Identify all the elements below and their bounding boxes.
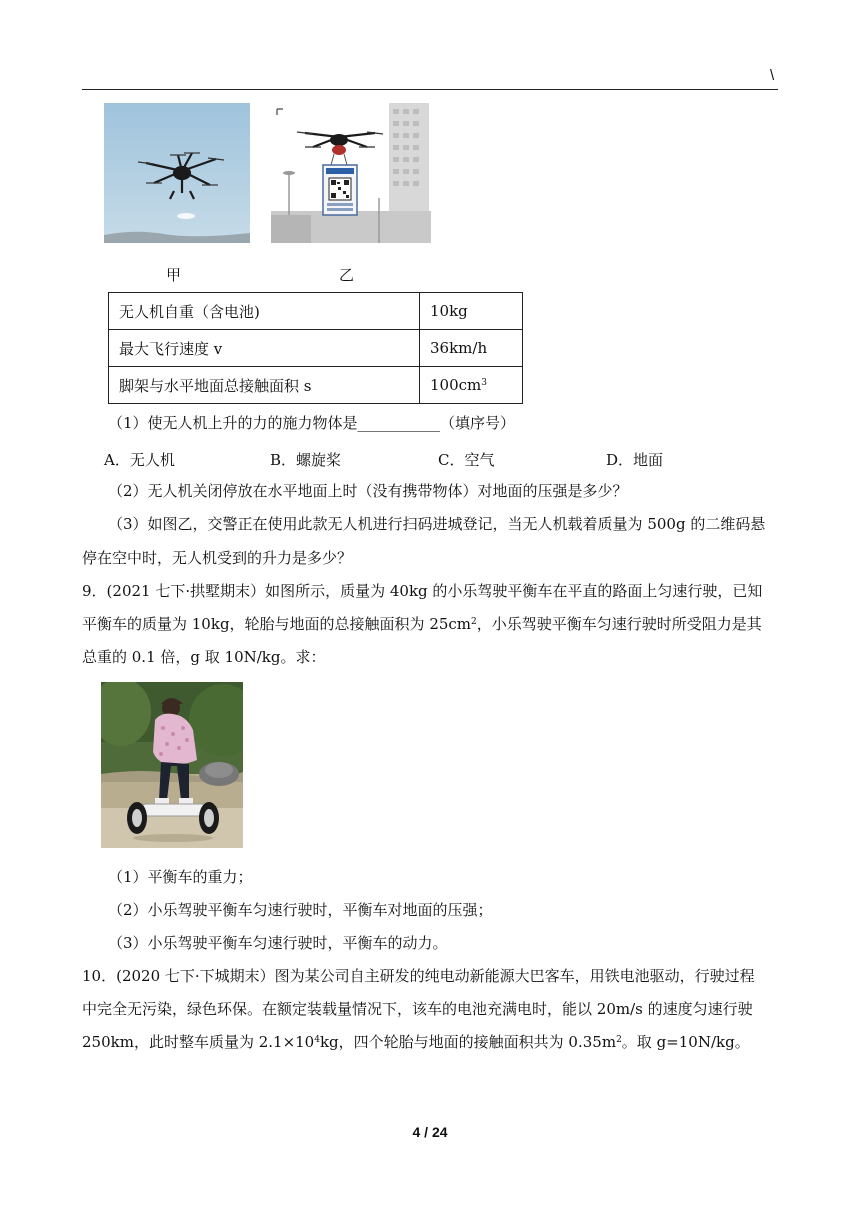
- q9-sub2: （2）小乐驾驶平衡车匀速行驶时，平衡车对地面的压强；: [108, 901, 493, 919]
- q9-sub3: （3）小乐驾驶平衡车匀速行驶时，平衡车的动力。: [108, 934, 448, 952]
- q9-line2-text: 平衡车的质量为 10kg，轮胎与地面的总接触面积为 25cm: [82, 615, 472, 633]
- superscript: 3: [481, 378, 487, 388]
- spec-value: 36km/h: [420, 330, 523, 367]
- q9-line3: 总重的 0.1 倍，g 取 10N/kg。求：: [82, 648, 326, 666]
- page-number: 4 / 24: [412, 1124, 448, 1140]
- superscript: 4: [314, 1035, 320, 1045]
- figure-caption-yi: 乙: [339, 267, 355, 284]
- q8-option-b: B．螺旋桨: [270, 451, 342, 469]
- spec-label: 最大飞行速度 v: [109, 330, 420, 367]
- q9-sub1: （1）平衡车的重力；: [108, 868, 253, 886]
- q8-sub3-line1: （3）如图乙，交警正在使用此款无人机进行扫码进城登记，当无人机载着质量为 500g 的二维码悬: [108, 515, 766, 533]
- q10-line3: [82, 1031, 750, 1053]
- q10-line3-text: 250km，此时整车质量为 2.1×10: [82, 1033, 315, 1051]
- figure-caption-jia: 甲: [166, 267, 182, 284]
- q9-line2-text-cont: ，小乐驾驶平衡车匀速行驶时所受阻力是其: [476, 615, 762, 633]
- q10-line3-text-cont: kg，四个轮胎与地面的接触面积共为 0.35m: [319, 1033, 617, 1051]
- q8-option-c: C．空气: [438, 451, 495, 469]
- spec-value: 10kg: [420, 293, 523, 330]
- q8-sub1: （1）使无人机上升的力的施力物体是___________（填序号）: [108, 414, 516, 432]
- header-mark: \: [770, 67, 775, 84]
- spec-value-text: 100cm: [430, 376, 482, 394]
- q9-line1: 9．(2021 七下·拱墅期末）如图所示，质量为 40kg 的小乐驾驶平衡车在平直的路面上匀速行驶，已知: [82, 582, 763, 600]
- q8-option-a: A．无人机: [104, 451, 175, 469]
- table-row: [109, 367, 523, 404]
- spec-value: [420, 367, 523, 404]
- table-row: [109, 330, 523, 367]
- superscript: 2: [471, 617, 477, 627]
- q10-line2: 中完全无污染，绿色环保。在额定装载量情况下，该车的电池充满电时，能以 20m/s 的速度匀速行驶: [82, 1000, 753, 1018]
- q8-sub3-line2: 停在空中时，无人机受到的升力是多少？: [82, 549, 353, 567]
- balance-scooter-photo: [101, 682, 243, 848]
- table-row: [109, 293, 523, 330]
- spec-label: 脚架与水平地面总接触面积 s: [109, 367, 420, 404]
- q8-option-d: D．地面: [606, 451, 664, 469]
- header-rule: [82, 89, 778, 90]
- q10-line3-text-end: 。取 g=10N/kg。: [621, 1033, 750, 1051]
- superscript: 2: [616, 1035, 622, 1045]
- drone-photo-jia: [104, 103, 250, 243]
- q10-line1: 10．(2020 七下·下城期末）图为某公司自主研发的纯电动新能源大巴客车，用铁电池驱动，行驶过程: [82, 967, 755, 985]
- drone-qr-photo-yi: [271, 103, 431, 243]
- drone-spec-table: [108, 292, 523, 404]
- q8-sub2: （2）无人机关闭停放在水平地面上时（没有携带物体）对地面的压强是多少？: [108, 482, 628, 500]
- spec-label: 无人机自重（含电池): [109, 293, 420, 330]
- q9-line2: [82, 613, 762, 635]
